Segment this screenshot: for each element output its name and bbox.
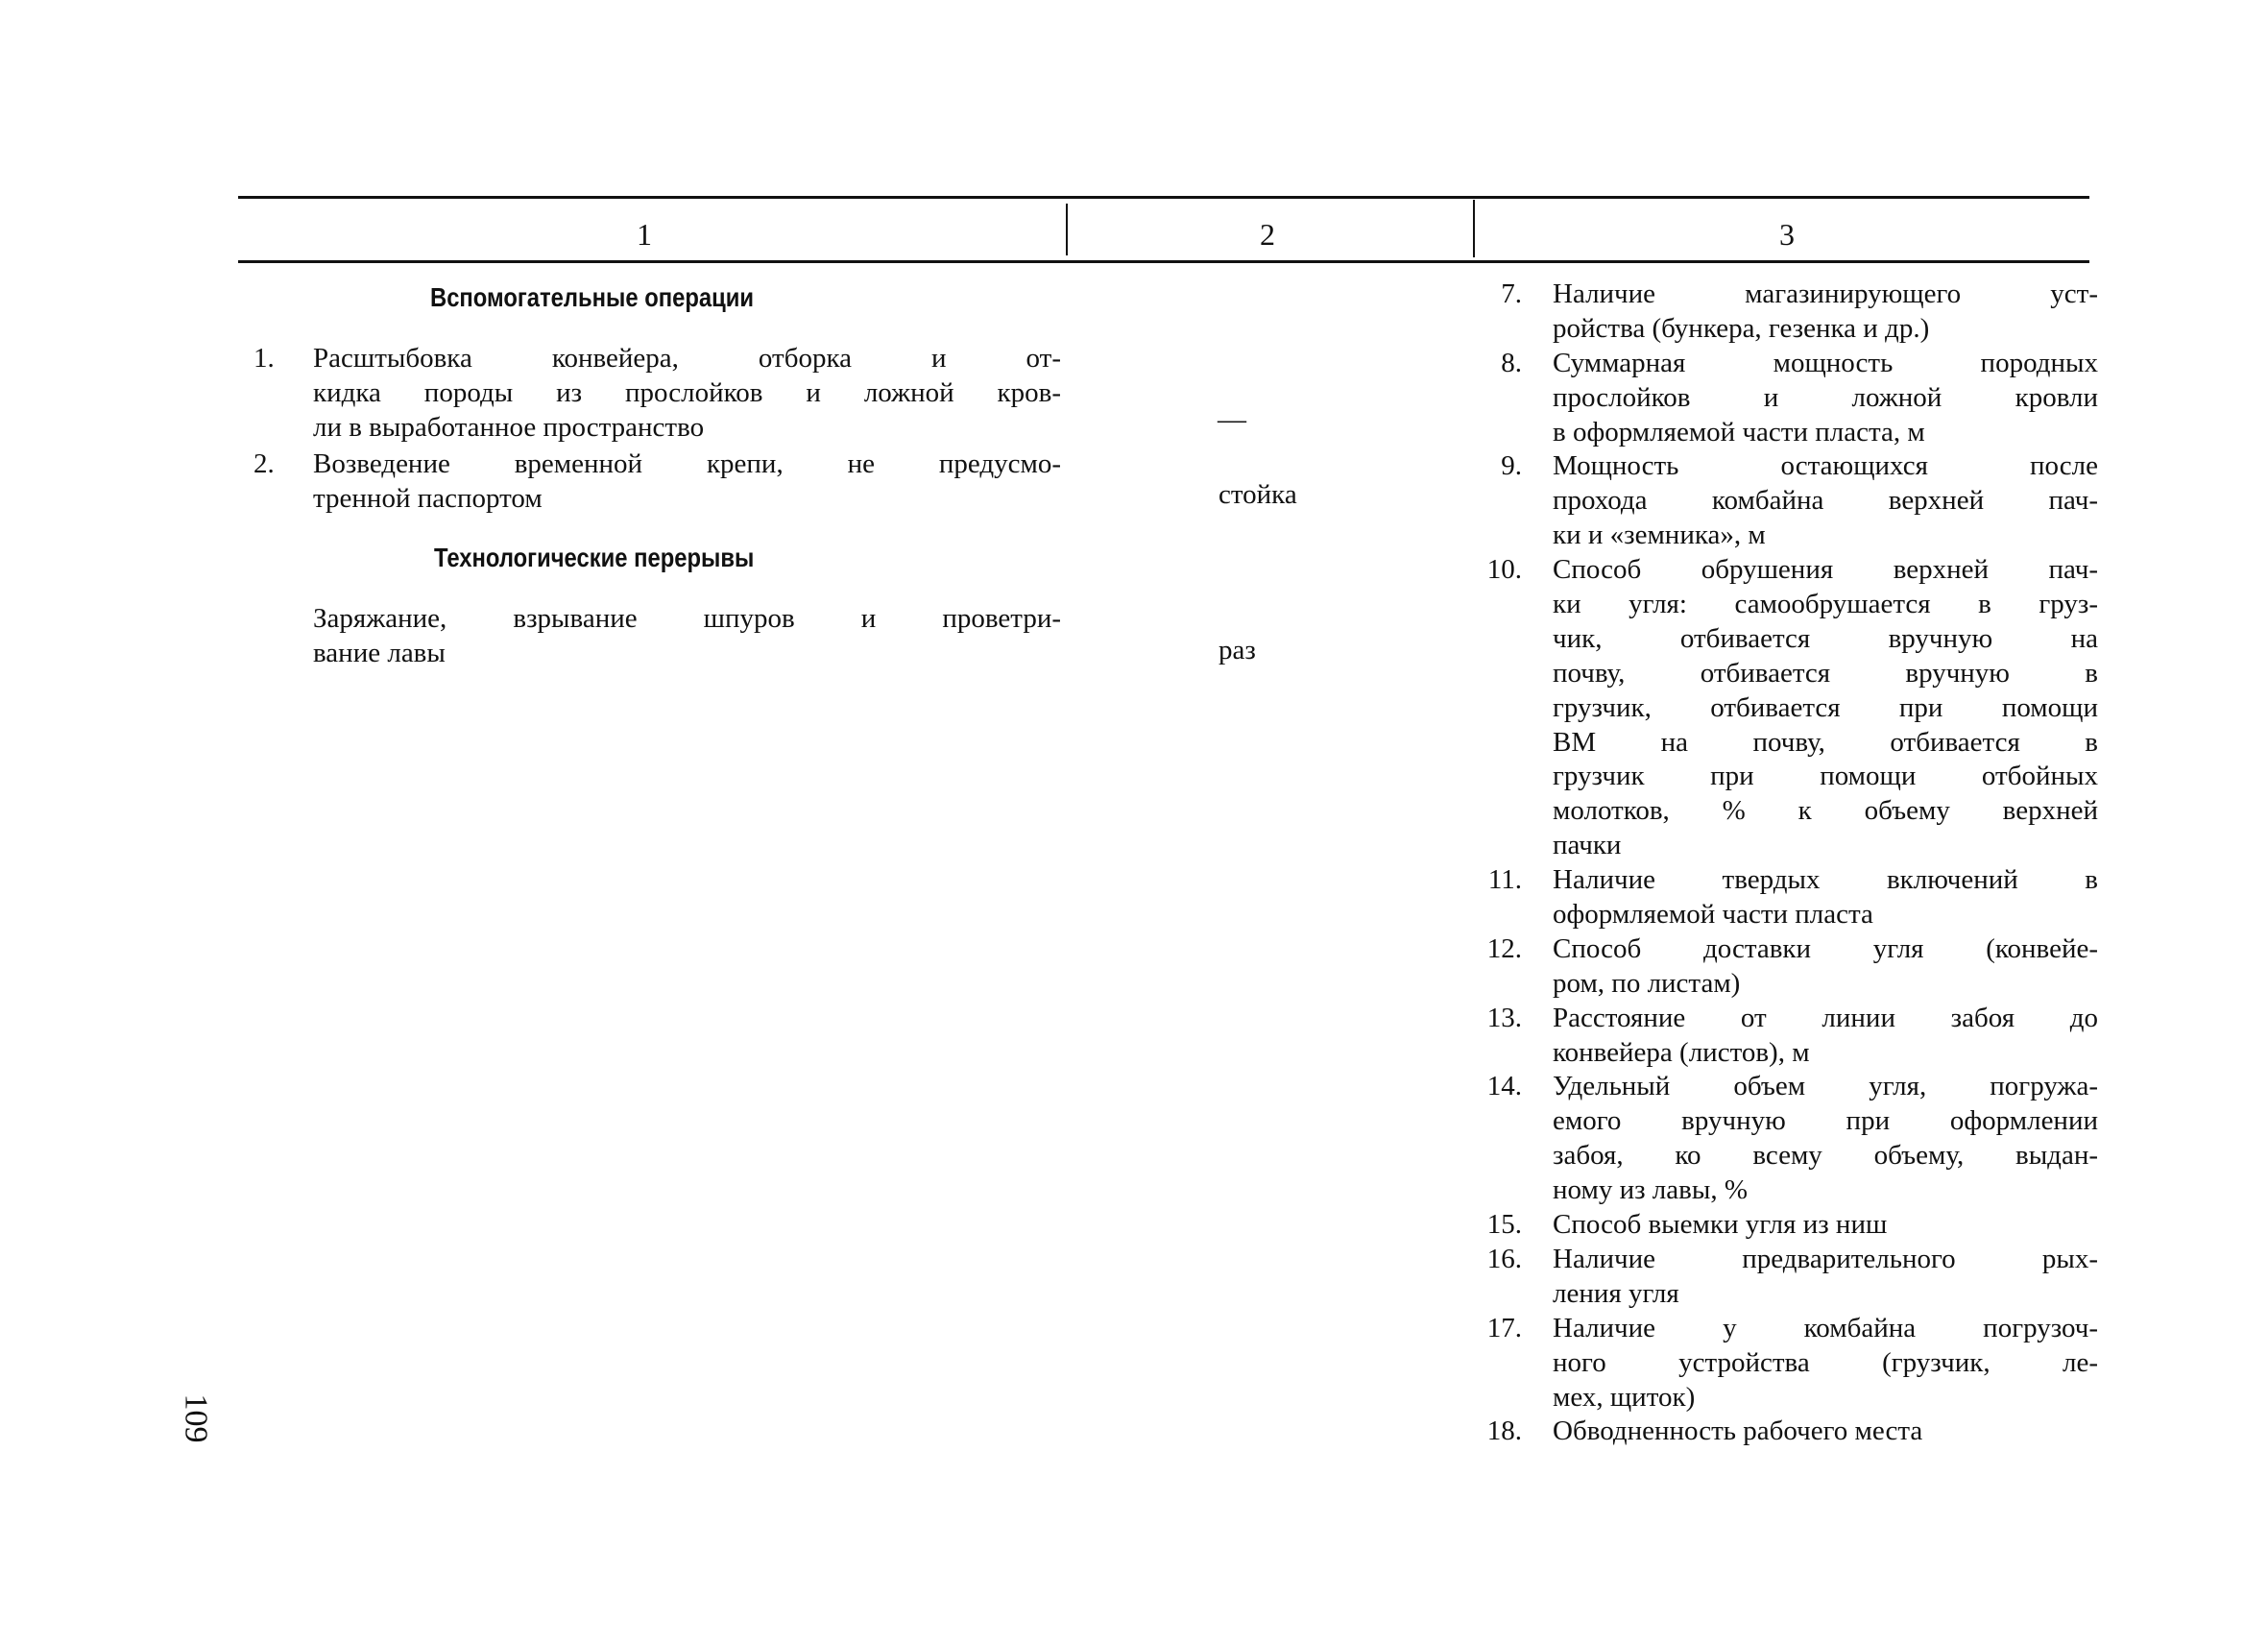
text-line: вание лавы — [313, 637, 446, 668]
text-line: Наличие у комбайна погрузоч- — [1553, 1312, 2098, 1343]
list-item — [1486, 553, 2098, 863]
list-item — [253, 448, 1061, 517]
list-item — [1486, 1312, 2098, 1415]
text-line: Мощность остающихся после — [1553, 450, 2098, 482]
text-line: в оформляемой части пласта, м — [1553, 416, 1925, 448]
item-number: 17. — [1486, 1312, 1522, 1343]
col1-item-2 — [253, 448, 1061, 517]
text-line: Наличие твердых включений в — [1553, 864, 2098, 896]
list-item — [1501, 347, 2098, 450]
text-line: Суммарная мощность породных — [1553, 347, 2098, 378]
list-item — [1486, 1208, 2098, 1243]
column-header-3: 3 — [1779, 217, 1795, 252]
page-number: 109 — [178, 1393, 214, 1443]
col2-dash: — — [1218, 403, 1246, 435]
text-line: ки угля: самообрушается в груз- — [1553, 589, 2098, 620]
text-line: оформляемой части пласта — [1553, 899, 1873, 931]
text-line: грузчик при помощи отбойных — [1553, 761, 2098, 792]
text-line: Способ обрушения верхней пач- — [1553, 554, 2098, 586]
text-line: ром, по листам) — [1553, 967, 1741, 999]
section-heading-breaks: Технологические перерывы — [434, 543, 755, 572]
column-divider — [1473, 200, 1475, 257]
text-line: тренной паспортом — [313, 482, 543, 514]
text-line: ройства (бункера, гезенка и др.) — [1553, 312, 1930, 344]
text-line: ного устройства (грузчик, ле- — [1553, 1346, 2098, 1378]
item-number: 8. — [1501, 347, 1522, 378]
item-number: 11. — [1487, 864, 1522, 896]
item-number: 10. — [1486, 554, 1522, 586]
text-line: пачки — [1553, 830, 1622, 861]
text-line: прослойков и ложной кровли — [1553, 381, 2098, 413]
item-number: 1. — [253, 343, 275, 374]
text-line: молотков, % к объему верхней — [1553, 795, 2098, 827]
list-item — [1487, 863, 2098, 932]
text-line: Расштыбовка конвейера, отборка и от- — [313, 343, 1061, 374]
item-number: 16. — [1486, 1243, 1522, 1274]
item-number: 7. — [1501, 278, 1522, 309]
text-line: ли в выработанное пространство — [313, 411, 705, 443]
list-item — [253, 342, 1061, 446]
table-top-rule — [238, 196, 2089, 199]
section-heading-auxiliary: Вспомогательные операции — [430, 282, 755, 312]
list-item — [1486, 932, 2098, 1002]
column-divider — [1066, 204, 1068, 255]
text-line: Удельный объем угля, погружа- — [1553, 1071, 2098, 1102]
text-line: ВМ на почву, отбивается в — [1553, 726, 2098, 758]
text-line: Способ доставки угля (конвейе- — [1553, 932, 2098, 964]
text-line: конвейера (листов), м — [1553, 1036, 1810, 1068]
col1-item-1 — [253, 342, 1061, 446]
col2-unit-raz: раз — [1218, 635, 1256, 665]
list-item — [1501, 449, 2098, 553]
text-line: Возведение временной крепи, не предусмо- — [313, 448, 1061, 479]
col2-unit-stoika: стойка — [1218, 479, 1297, 510]
item-number: 15. — [1486, 1209, 1522, 1241]
text-line: Наличие предварительного рых- — [1553, 1243, 2098, 1274]
text-line: ки и «земника», м — [1553, 520, 1766, 551]
text-line: емого вручную при оформлении — [1553, 1105, 2098, 1137]
col1-breaks-text — [313, 602, 1061, 671]
text-line: грузчик, отбивается при помощи — [1553, 691, 2098, 723]
list-item — [1501, 278, 2098, 347]
table-header-rule — [238, 260, 2089, 263]
list-item — [1486, 1415, 2098, 1449]
list-item — [1486, 1070, 2098, 1208]
item-number: 12. — [1486, 932, 1522, 964]
text-line: забоя, ко всему объему, выдан- — [1553, 1140, 2098, 1172]
text-line: чик, отбивается вручную на — [1553, 622, 2098, 654]
text-line: кидка породы из прослойков и ложной кров- — [313, 376, 1061, 408]
col3-factor-list — [1486, 278, 2098, 1449]
text-line: ления угля — [1553, 1277, 1679, 1309]
item-number: 13. — [1486, 1002, 1522, 1033]
column-header-2: 2 — [1260, 217, 1275, 252]
text-line: мех, щиток) — [1553, 1381, 1696, 1413]
item-number: 9. — [1501, 450, 1522, 482]
list-item — [1486, 1002, 2098, 1071]
text-line: Обводненность рабочего места — [1553, 1415, 1923, 1447]
item-number: 14. — [1486, 1071, 1522, 1102]
text-line: почву, отбивается вручную в — [1553, 657, 2098, 689]
text-line: Расстояние от линии забоя до — [1553, 1002, 2098, 1033]
item-number: 2. — [253, 448, 275, 479]
text-line: Способ выемки угля из ниш — [1553, 1209, 1888, 1241]
column-header-1: 1 — [637, 217, 652, 252]
text-line: прохода комбайна верхней пач- — [1553, 485, 2098, 517]
text-line: Наличие магазинирующего уст- — [1553, 278, 2098, 309]
item-number: 18. — [1486, 1415, 1522, 1447]
text-line: Заряжание, взрывание шпуров и проветри- — [313, 603, 1061, 634]
text-line: ному из лавы, % — [1553, 1174, 1748, 1206]
list-item — [1486, 1243, 2098, 1312]
